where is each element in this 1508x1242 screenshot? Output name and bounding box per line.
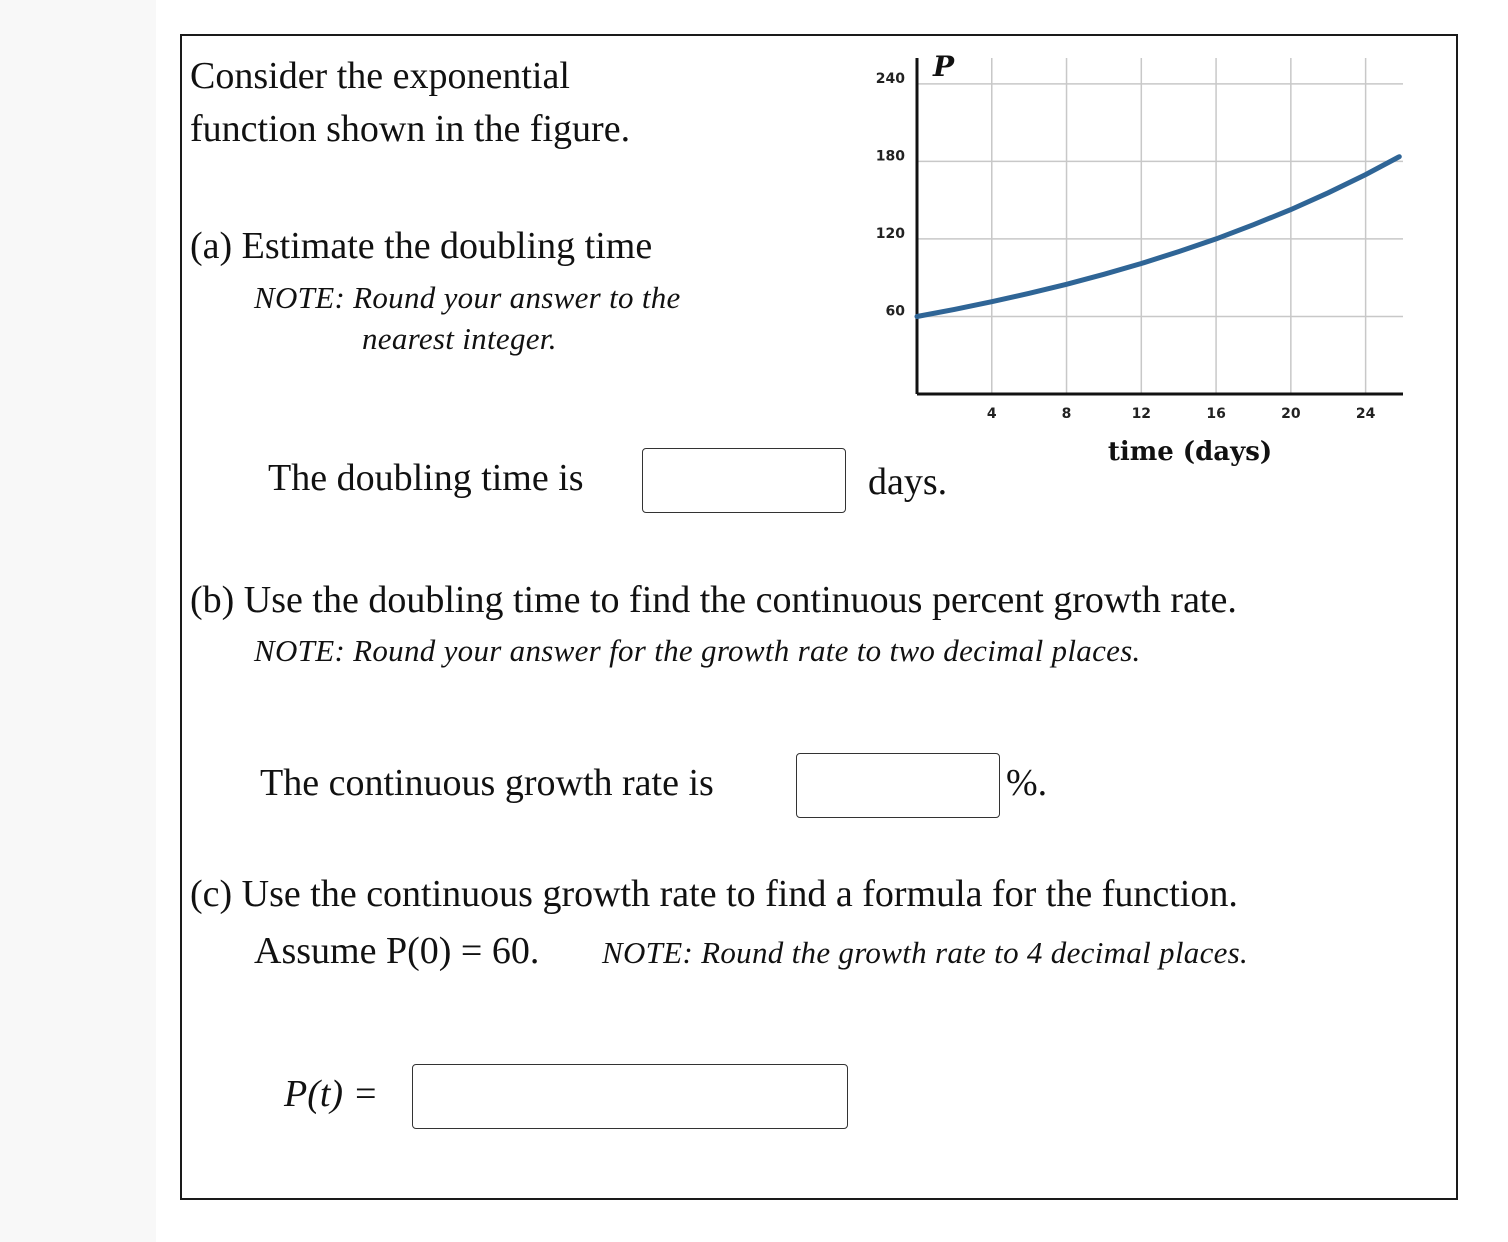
part-a-note-line-1: NOTE: Round your answer to the — [254, 280, 681, 315]
growth-rate-input[interactable] — [796, 753, 1000, 818]
x-tick-label-24: 24 — [1355, 406, 1376, 422]
y-axis-label: P — [933, 50, 955, 83]
left-gutter — [0, 0, 156, 1242]
x-tick-label-4: 4 — [986, 406, 997, 422]
part-b-note: NOTE: Round your answer for the growth rate to two decimal places. — [254, 633, 1141, 668]
part-a-prompt: (a) Estimate the doubling time — [190, 225, 653, 267]
part-a-note-line-2: nearest integer. — [362, 321, 557, 356]
x-tick-label-12: 12 — [1131, 406, 1152, 422]
chart-tick-labels — [876, 71, 1376, 422]
y-tick-label-120: 120 — [875, 225, 905, 242]
y-tick-label-60: 60 — [885, 303, 905, 320]
x-tick-label-16: 16 — [1206, 406, 1226, 422]
x-tick-label-8: 8 — [1061, 406, 1072, 422]
x-tick-label-20: 20 — [1281, 406, 1301, 422]
x-axis-label: time (days) — [1107, 437, 1273, 467]
y-tick-label-180: 180 — [875, 148, 905, 165]
growth-rate-unit: %. — [1006, 762, 1048, 804]
part-c-prompt: (c) Use the continuous growth rate to find a formula for the function. — [190, 873, 1238, 915]
chart-axes — [917, 58, 1403, 394]
exponential-graph — [858, 40, 1418, 480]
intro-line-2: function shown in the figure. — [190, 108, 631, 150]
part-b-prompt: (b) Use the doubling time to find the continuous percent growth rate. — [190, 579, 1237, 621]
formula-label: P(t) = — [284, 1073, 379, 1115]
part-c-assumption: Assume P(0) = 60. — [254, 930, 540, 972]
chart-series-line — [917, 157, 1399, 317]
growth-rate-label: The continuous growth rate is — [260, 762, 714, 804]
doubling-time-unit: days. — [868, 461, 948, 503]
chart-gridlines — [917, 58, 1403, 394]
intro-line-1: Consider the exponential — [190, 55, 570, 97]
doubling-time-label: The doubling time is — [268, 457, 584, 499]
y-tick-label-240: 240 — [875, 70, 905, 87]
formula-input[interactable] — [412, 1064, 848, 1129]
part-c-note: NOTE: Round the growth rate to 4 decimal places. — [602, 935, 1249, 970]
doubling-time-input[interactable] — [642, 448, 846, 513]
